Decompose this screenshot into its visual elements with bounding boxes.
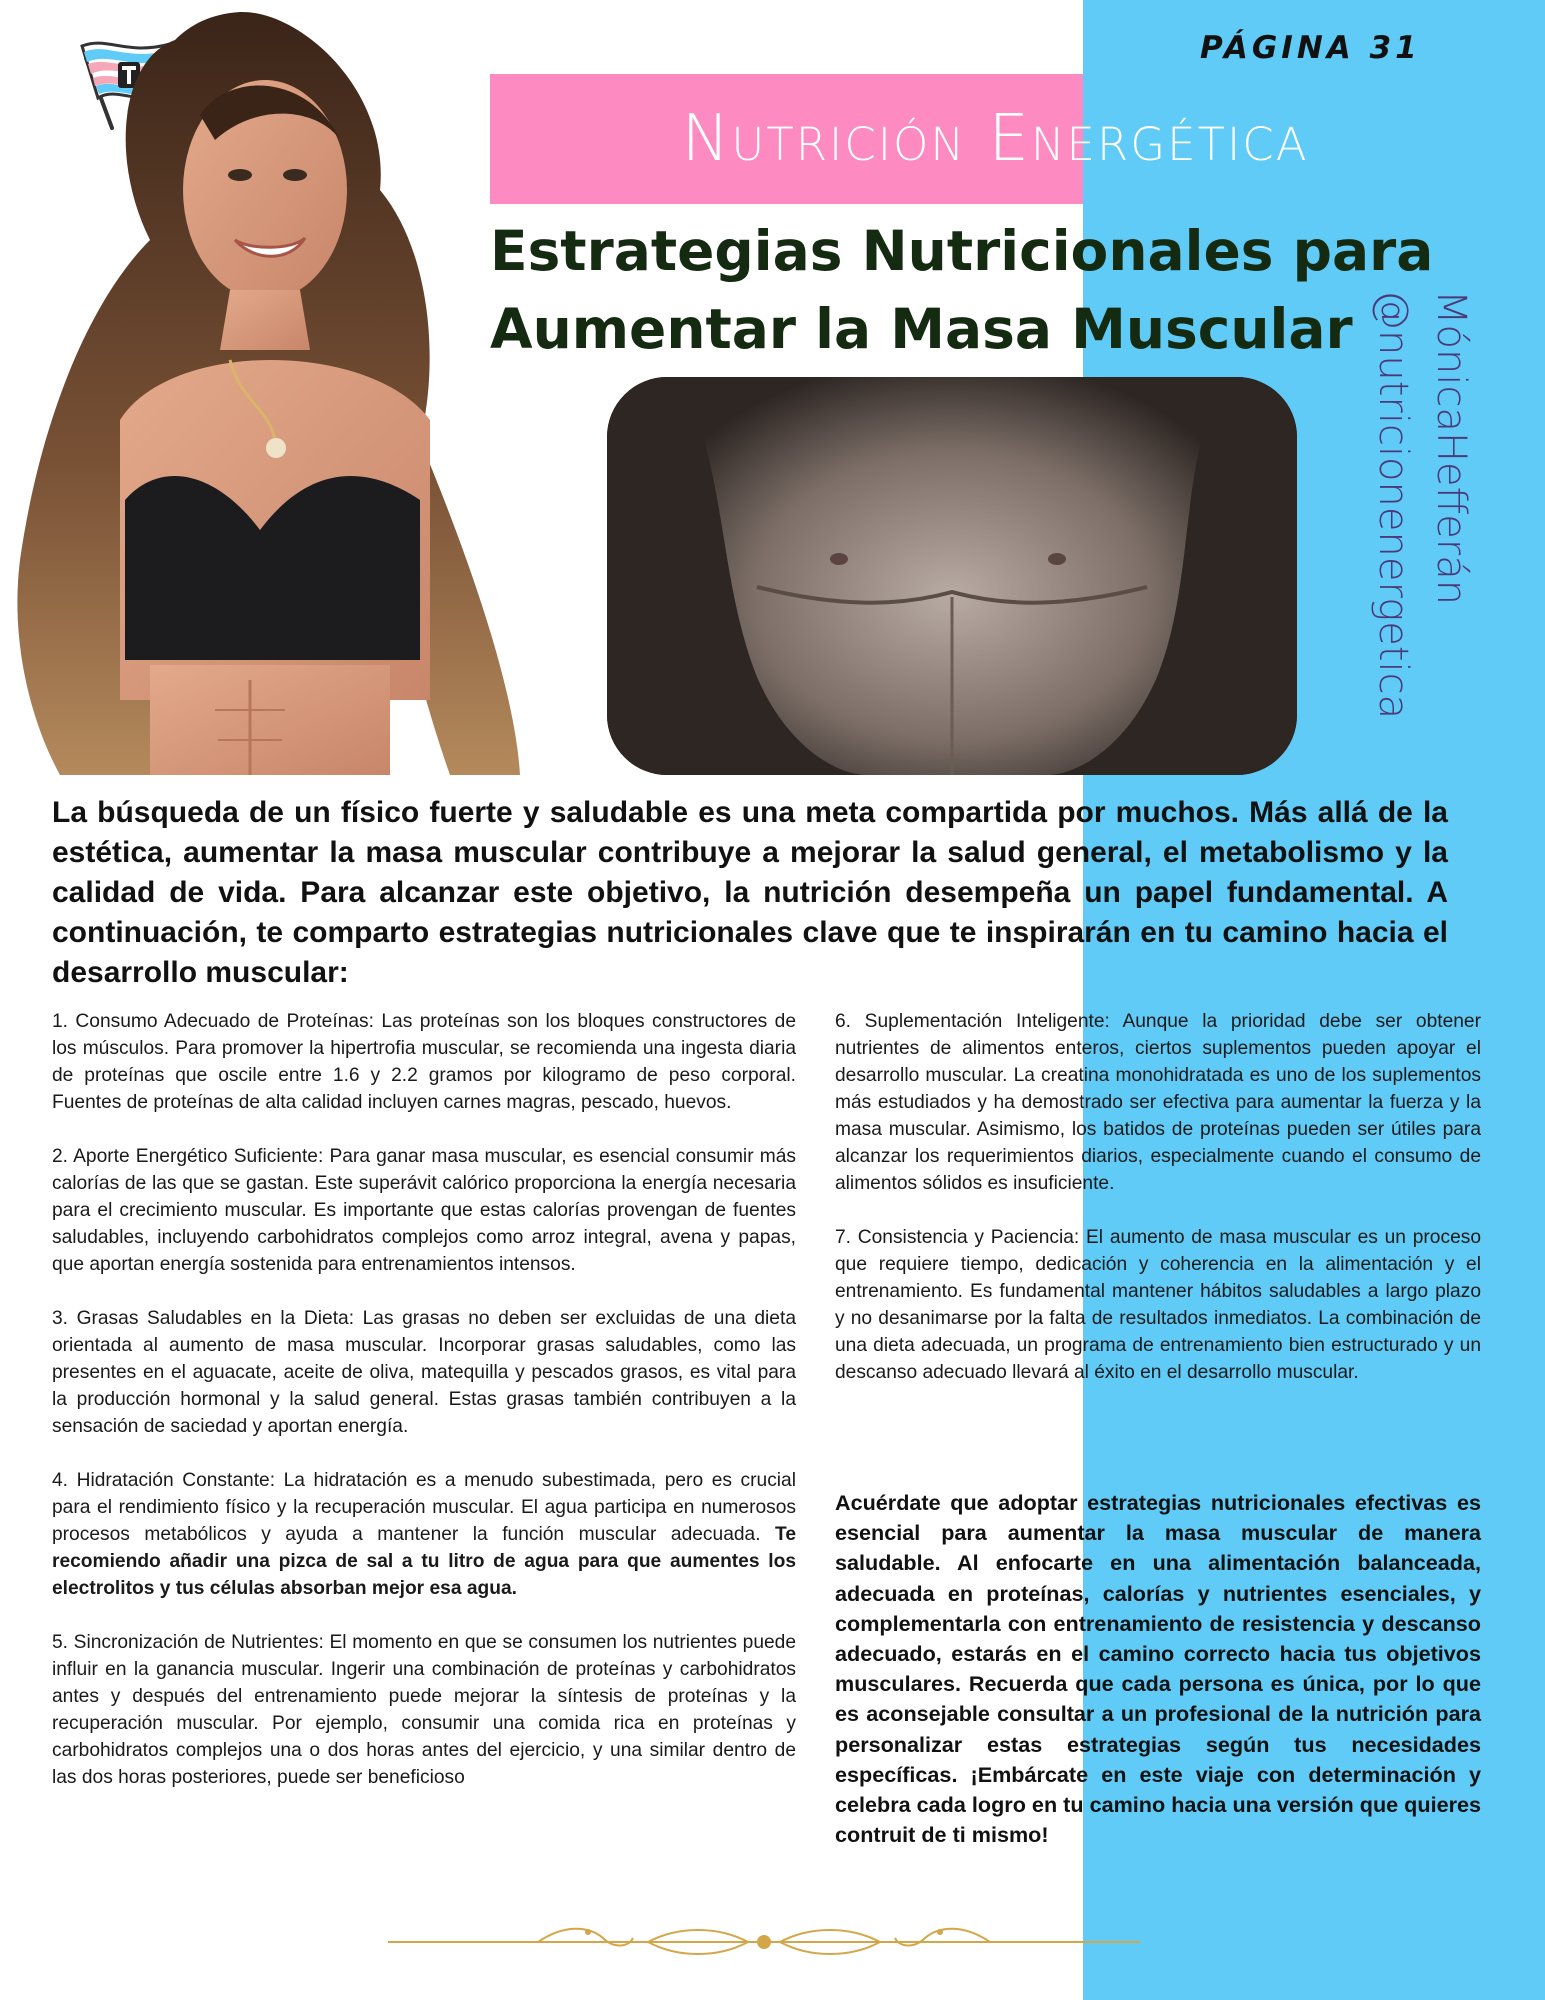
banner-title: Nutrición Energética — [681, 102, 1309, 176]
vertical-credit — [1340, 290, 1480, 790]
tip-1-proteinas: 1. Consumo Adecuado de Proteínas: Las proteínas son los bloques constructores de los músculos. Para promover la hipertrofia muscular, se recomienda una ingesta diaria de proteínas que oscile entre 1.6 y 2.2 gramos por kilogramo de peso corporal. Fuentes de proteínas de alta calidad incluyen carnes magras, pescado, huevos. — [52, 1011, 796, 1113]
tip-2-energia: 2. Aporte Energético Suficiente: Para ganar masa muscular, es esencial consumir más calorías de las que se gastan. Este superávit calórico proporciona la energía necesaria para el crecimiento muscular. Es importante que estas calorías provengan de fuentes saludables, incluyendo carbohidratos complejos como arroz integral, avena y papas, que aportan energía sostenida para entrenamientos intensos. — [52, 1146, 796, 1275]
tip-4-text: 4. Hidratación Constante: La hidratación es a menudo subestimada, pero es crucial para el rendimiento físico y la recuperación muscular. El agua participa en numerosos procesos metabólicos y ayuda a mantener la función muscular adecuada. — [52, 1470, 796, 1545]
page-number: PÁGINA 31 — [1200, 30, 1421, 66]
intro-paragraph: La búsqueda de un físico fuerte y saludable es una meta compartida por muchos. Más allá de la estética, aumentar la masa muscular contribuye a mejorar la salud general, el metabolismo y la calidad de vida. Para alcanzar este objetivo, la nutrición desempeña un papel fundamental. A continuación, te comparto estrategias nutricionales clave que te inspirarán en tu camino hacia el desarrollo muscular: — [52, 796, 1448, 989]
ornamental-divider — [388, 1920, 1140, 1960]
tip-5-sincronizacion: 5. Sincronización de Nutrientes: El momento en que se consumen los nutrientes puede influir en la ganancia muscular. Ingerir una combinación de proteínas y carbohidratos antes y después del entrenamiento puede mejorar la síntesis de proteínas y la recuperación muscular. Por ejemplo, consumir una comida rica en proteínas y carbohidratos complejos una o dos horas antes del ejercicio, y una similar dentro de las dos horas posteriores, puede ser beneficioso — [52, 1632, 796, 1788]
author-name: MónicaHefferán — [1428, 290, 1474, 606]
right-column — [835, 1008, 1481, 1413]
tip-3-grasas: 3. Grasas Saludables en la Dieta: Las grasas no deben ser excluidas de una dieta orientada al aumento de masa muscular. Incorporar grasas saludables, como las presentes en el aguacate, aceite de oliva, matequilla y pescados grasos, es vital para la producción hormonal y la salud general. Estas grasas también contribuyen a la sensación de saciedad y aportan energía. — [52, 1308, 796, 1437]
social-handle: @nutricionenergetica — [1370, 290, 1416, 720]
chest-photo — [607, 377, 1297, 775]
tip-4-bold-recommendation: Te recomiendo añadir una pizca de sal a tu litro de agua para que aumentes los electrolitos y tus células absorban mejor esa agua. — [52, 1524, 796, 1599]
portrait-woman-photo — [0, 0, 520, 775]
tip-7-consistencia: 7. Consistencia y Paciencia: El aumento de masa muscular es un proceso que requiere tiempo, dedicación y coherencia en la alimentación y el entrenamiento. Es fundamental mantener hábitos saludables a largo plazo y no desanimarse por la falta de resultados inmediatos. La combinación de una dieta adecuada, un programa de entrenamiento bien estructurado y un descanso adecuado llevará al éxito en el desarrollo muscular. — [835, 1227, 1481, 1383]
left-column — [52, 1008, 796, 1818]
chest-photo-illustration — [607, 377, 1297, 775]
closing-paragraph: Acuérdate que adoptar estrategias nutricionales efectivas es esencial para aumentar la masa muscular de manera saludable. Al enfocarte en una alimentación balanceada, adecuada en proteínas, calorías y nutrientes esenciales, y complementarla con entrenamiento de resistencia y descanso adecuado, estarás en el camino correcto hacia tus objetivos musculares. Recuerda que cada persona es única, por lo que es aconsejable consultar a un profesional de la nutrición para personalizar estas estrategias según tus necesidades específicas. ¡Embárcate en este viaje con determinación y celebra cada logro en tu camino hacia una versión que quieres contruit de ti mismo! — [835, 1490, 1481, 1848]
page-headline: Estrategias Nutricionales para Aumentar la Masa Muscular — [490, 219, 1434, 361]
tip-6-suplementacion: 6. Suplementación Inteligente: Aunque la prioridad debe ser obtener nutrientes de alimentos enteros, ciertos suplementos pueden apoyar el desarrollo muscular. La creatina monohidratada es uno de los suplementos más estudiados y ha demostrado ser efectiva para aumentar la fuerza y la masa muscular. Asimismo, los batidos de proteínas pueden ser útiles para alcanzar los requerimientos diarios, especialmente cuando el consumo de alimentos sólidos es insuficiente. — [835, 1011, 1481, 1194]
tip-4-hidratacion — [52, 1467, 796, 1602]
vertical-credit-text — [1364, 290, 1480, 790]
